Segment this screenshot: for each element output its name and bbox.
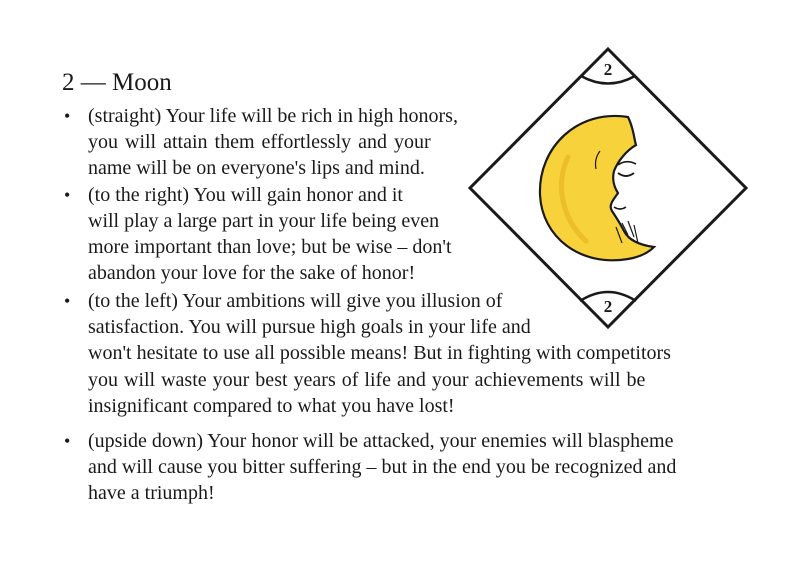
meaning-line: satisfaction. You will pursue high goals in your life and <box>88 316 531 338</box>
card-number-bottom: 2 <box>603 297 613 316</box>
meaning-line: you will waste your best years of life and your achievements will be <box>88 369 646 391</box>
meaning-line: abandon your love for the sake of honor! <box>88 262 416 284</box>
meaning-line: (to the left) Your ambitions will give you illusion of <box>88 290 503 312</box>
meaning-line: won't hesitate to use all possible means! But in fighting with competitors <box>88 342 671 364</box>
meaning-line: (straight) Your life will be rich in high honors, <box>88 105 458 127</box>
meaning-line: and will cause you bitter suffering – but in the end you be recognized and <box>88 456 677 478</box>
bullet-icon: • <box>64 291 71 311</box>
meaning-line: have a triumph! <box>88 482 215 504</box>
meaning-line: (upside down) Your honor will be attacked, your enemies will blaspheme <box>88 430 674 452</box>
page-title: 2 — Moon <box>62 69 172 96</box>
moon-card <box>468 47 748 329</box>
meaning-line: insignificant compared to what you have lost! <box>88 395 455 417</box>
meaning-line: you will attain them effortlessly and your <box>88 131 431 153</box>
meaning-line: more important than love; but be wise – don't <box>88 236 452 258</box>
bullet-icon: • <box>64 431 71 451</box>
meaning-line: name will be on everyone's lips and mind. <box>88 157 425 179</box>
card-number-top: 2 <box>603 60 613 79</box>
meaning-line: will play a large part in your life being even <box>88 210 440 232</box>
meaning-line: (to the right) You will gain honor and it <box>88 184 403 206</box>
bullet-icon: • <box>64 106 71 126</box>
bullet-icon: • <box>64 185 71 205</box>
